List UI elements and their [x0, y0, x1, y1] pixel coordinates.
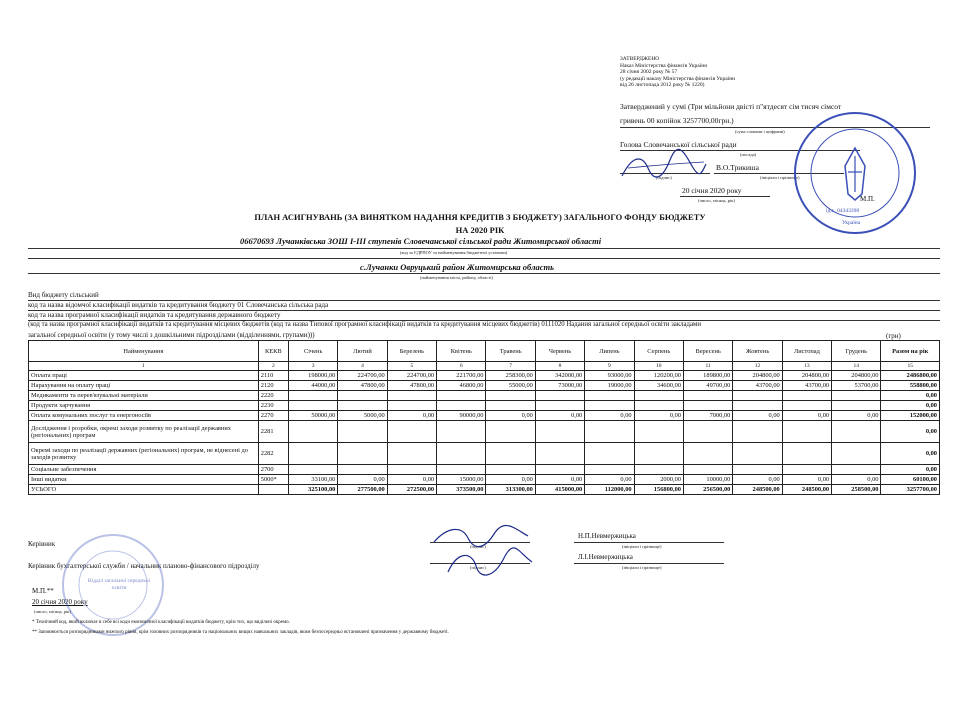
- state-classification: код та назва програмної класифікації видатків та кредитування державного бюджету: [28, 311, 281, 319]
- month-value-cell: 19000,00: [585, 381, 634, 391]
- index-cell: 15: [881, 362, 940, 371]
- table-row: [29, 465, 940, 475]
- column-header: Липень: [585, 341, 634, 362]
- row-name-cell: Оплата праці: [29, 371, 259, 381]
- month-value-cell: 189800,00: [683, 371, 732, 381]
- table-row: [29, 475, 940, 485]
- document-year: НА 2020 РІК: [455, 225, 505, 235]
- initials-hint: (ініціали і прізвище): [760, 175, 800, 180]
- index-cell: 9: [585, 362, 634, 371]
- council-stamp-code: ід.к. 04343398: [826, 208, 860, 214]
- local-classification-2: загальної середньої освіти (у тому числі з дошкільними підрозділами (відділеннями, групами))): [28, 331, 315, 339]
- month-value-cell: 0,00: [535, 411, 584, 421]
- approval-header-line: від 26 листопада 2012 року № 1220): [620, 82, 705, 88]
- month-value-cell: [683, 421, 732, 443]
- row-name-cell: Інші видатки: [29, 475, 259, 485]
- month-value-cell: [782, 391, 831, 401]
- approval-header: [620, 56, 820, 89]
- month-value-cell: 33100,00: [288, 475, 337, 485]
- month-value-cell: [634, 421, 683, 443]
- approval-header-line: (у редакції наказу Міністерства фінансів України: [620, 75, 736, 82]
- column-header: Грудень: [832, 341, 881, 362]
- table-row: [29, 411, 940, 421]
- month-value-cell: [486, 443, 535, 465]
- month-value-cell: [832, 401, 881, 411]
- month-value-cell: 44000,00: [288, 381, 337, 391]
- grand-total-month-cell: 258500,00: [832, 485, 881, 495]
- table-row: [29, 391, 940, 401]
- head-signature: [428, 522, 538, 582]
- head-name: Н.П.Невмержицька: [578, 532, 636, 540]
- month-value-cell: 0,00: [535, 475, 584, 485]
- index-cell: 11: [683, 362, 732, 371]
- approval-position: Голова Словечанської сільської ради: [620, 140, 737, 149]
- month-value-cell: 0,00: [782, 411, 831, 421]
- month-value-cell: [535, 391, 584, 401]
- index-cell: 3: [288, 362, 337, 371]
- month-value-cell: [733, 465, 782, 475]
- row-name-cell: Медикаменти та перев'язувальні матеріали: [29, 391, 259, 401]
- month-value-cell: 0,00: [585, 411, 634, 421]
- head-label: Керівник: [28, 540, 56, 548]
- year-total-cell: 0,00: [881, 391, 940, 401]
- month-value-cell: [437, 421, 486, 443]
- grand-total-month-cell: 156800,00: [634, 485, 683, 495]
- table-row: [29, 401, 940, 411]
- month-value-cell: 0,00: [733, 475, 782, 485]
- grand-total-kekv-cell: [258, 485, 288, 495]
- column-header: Червень: [535, 341, 584, 362]
- month-value-cell: [683, 391, 732, 401]
- grand-total-month-cell: 313300,00: [486, 485, 535, 495]
- month-value-cell: [387, 443, 436, 465]
- month-value-cell: [338, 421, 387, 443]
- month-value-cell: [634, 465, 683, 475]
- approval-header-line: Наказ Міністерства фінансів України: [620, 62, 708, 69]
- kekv-cell: 2120: [258, 381, 288, 391]
- approval-amount-line1: Затверджений у сумі (Три мільйони двісті п"ятдесят сім тисяч сімсот: [620, 102, 842, 111]
- index-cell: 5: [387, 362, 436, 371]
- kekv-cell: 2281: [258, 421, 288, 443]
- month-value-cell: [338, 391, 387, 401]
- month-value-cell: [535, 465, 584, 475]
- grand-total-month-cell: 248500,00: [782, 485, 831, 495]
- month-value-cell: 221700,00: [437, 371, 486, 381]
- grand-total-month-cell: 272500,00: [387, 485, 436, 495]
- month-value-cell: 0,00: [338, 475, 387, 485]
- index-cell: 4: [338, 362, 387, 371]
- month-value-cell: 0,00: [387, 475, 436, 485]
- column-header: Разом на рік: [881, 341, 940, 362]
- month-value-cell: [634, 443, 683, 465]
- month-value-cell: [486, 401, 535, 411]
- index-cell: 2: [258, 362, 288, 371]
- month-value-cell: [733, 401, 782, 411]
- kekv-cell: 2110: [258, 371, 288, 381]
- month-value-cell: 5000,00: [338, 411, 387, 421]
- month-value-cell: [683, 443, 732, 465]
- grand-total-month-cell: 277500,00: [338, 485, 387, 495]
- grand-total-month-cell: 415000,00: [535, 485, 584, 495]
- kekv-cell: 5000*: [258, 475, 288, 485]
- signature-hint: (підпис): [656, 175, 672, 180]
- education-stamp-text: Відділ загальної середньої освіти: [87, 578, 151, 591]
- month-value-cell: [387, 391, 436, 401]
- month-value-cell: [387, 421, 436, 443]
- month-value-cell: [832, 421, 881, 443]
- approval-date: 20 січня 2020 року: [682, 186, 742, 195]
- month-value-cell: [437, 401, 486, 411]
- year-total-cell: 0,00: [881, 443, 940, 465]
- position-hint: (посада): [740, 152, 757, 157]
- row-name-cell: Соціальне забезпечення: [29, 465, 259, 475]
- index-cell: 7: [486, 362, 535, 371]
- local-classification-1: (код та назва програмної класифікації видатків та кредитування місцевих бюджетів (код та назва Типової програмної класифікації видатків та кредитування місцевих бюджетів) 0111020 Надання загальної середньої освіти закладами: [28, 321, 701, 328]
- month-value-cell: 50000,00: [288, 411, 337, 421]
- year-total-cell: 0,00: [881, 401, 940, 411]
- month-value-cell: 53700,00: [832, 381, 881, 391]
- column-header: Найменування: [29, 341, 259, 362]
- approval-signer: В.О.Трикиша: [716, 163, 759, 172]
- month-value-cell: [782, 401, 831, 411]
- table-index-row: [29, 362, 940, 371]
- month-value-cell: 0,00: [585, 475, 634, 485]
- grand-total-row: [29, 485, 940, 495]
- grand-total-month-cell: 248500,00: [733, 485, 782, 495]
- month-value-cell: 258300,00: [486, 371, 535, 381]
- row-name-cell: Продукти харчування: [29, 401, 259, 411]
- table-row: [29, 421, 940, 443]
- month-value-cell: [437, 443, 486, 465]
- month-value-cell: [437, 391, 486, 401]
- budget-type: Вид бюджету сільський: [28, 291, 99, 299]
- location-hint: (найменування міста, району, області): [420, 275, 493, 280]
- row-name-cell: Дослідження і розробки, окремі заходи розвитку по реалізації державних (регіональних) програм: [29, 421, 259, 443]
- month-value-cell: 73000,00: [535, 381, 584, 391]
- month-value-cell: [288, 443, 337, 465]
- year-total-cell: 152000,00: [881, 411, 940, 421]
- month-value-cell: 0,00: [832, 411, 881, 421]
- month-value-cell: 0,00: [634, 411, 683, 421]
- month-value-cell: [585, 443, 634, 465]
- month-value-cell: 0,00: [486, 411, 535, 421]
- year-total-cell: 2486800,00: [881, 371, 940, 381]
- approval-signature: [618, 146, 708, 182]
- month-value-cell: 15000,00: [437, 475, 486, 485]
- month-value-cell: [683, 401, 732, 411]
- month-value-cell: 224700,00: [338, 371, 387, 381]
- column-header: Серпень: [634, 341, 683, 362]
- month-value-cell: 34600,00: [634, 381, 683, 391]
- month-value-cell: [288, 401, 337, 411]
- month-value-cell: 0,00: [486, 475, 535, 485]
- month-value-cell: [585, 391, 634, 401]
- year-total-cell: 0,00: [881, 465, 940, 475]
- grand-total-year-cell: 3257700,00: [881, 485, 940, 495]
- month-value-cell: [832, 443, 881, 465]
- date-hint: (число, місяць, рік): [698, 198, 735, 203]
- kekv-cell: 2270: [258, 411, 288, 421]
- month-value-cell: [832, 465, 881, 475]
- grand-total-month-cell: 325100,00: [288, 485, 337, 495]
- kekv-cell: 2220: [258, 391, 288, 401]
- signatures-date: 20 січня 2020 року: [32, 598, 88, 606]
- grand-total-month-cell: 373500,00: [437, 485, 486, 495]
- accountant-label: Керівник бухгалтерської служби / начальник планово-фінансового підрозділу: [28, 562, 260, 570]
- signatures-date-hint: (число, місяць, рік): [34, 609, 71, 614]
- year-total-cell: 0,00: [881, 421, 940, 443]
- month-value-cell: 224700,00: [387, 371, 436, 381]
- month-value-cell: [634, 391, 683, 401]
- month-value-cell: 0,00: [387, 411, 436, 421]
- year-total-cell: 558800,00: [881, 381, 940, 391]
- kekv-cell: 2700: [258, 465, 288, 475]
- month-value-cell: 47800,00: [387, 381, 436, 391]
- month-value-cell: [832, 391, 881, 401]
- footnote-2: ** Заповнюється розпорядниками нижчого рівня, крім головних розпорядників та національних вищих навчальних закладів, яким безпосередньо встановлені призначення у державному бюджеті.: [32, 630, 449, 635]
- month-value-cell: [782, 421, 831, 443]
- row-name-cell: Окремі заходи по реалізації державних (регіональних) програм, не віднесені до заходів розвитку: [29, 443, 259, 465]
- column-header: Лютий: [338, 341, 387, 362]
- month-value-cell: [535, 443, 584, 465]
- column-header: Вересень: [683, 341, 732, 362]
- document-title: ПЛАН АСИГНУВАНЬ (ЗА ВИНЯТКОМ НАДАННЯ КРЕДИТІВ З БЮДЖЕТУ) ЗАГАЛЬНОГО ФОНДУ БЮДЖЕТУ: [254, 212, 706, 222]
- month-value-cell: [387, 465, 436, 475]
- month-value-cell: [782, 465, 831, 475]
- column-header: Січень: [288, 341, 337, 362]
- location: с.Лучанки Овруцький район Житомирська область: [360, 262, 554, 272]
- month-value-cell: 7000,00: [683, 411, 732, 421]
- column-header: Жовтень: [733, 341, 782, 362]
- month-value-cell: 0,00: [782, 475, 831, 485]
- month-value-cell: [338, 443, 387, 465]
- month-value-cell: 55000,00: [486, 381, 535, 391]
- accountant-name: Л.І.Невмержицька: [578, 553, 633, 561]
- accountant-signature-hint: (підпис): [470, 565, 486, 570]
- row-name-cell: Нарахування на оплату праці: [29, 381, 259, 391]
- grand-total-month-cell: 256500,00: [683, 485, 732, 495]
- footnote-1: * Технічний код, який включає в себе всі коди економічної класифікації видатків бюджету, крім тих, що виділені окремо.: [32, 620, 290, 625]
- month-value-cell: [486, 391, 535, 401]
- month-value-cell: 43700,00: [733, 381, 782, 391]
- month-value-cell: [338, 465, 387, 475]
- year-total-cell: 60100,00: [881, 475, 940, 485]
- month-value-cell: [782, 443, 831, 465]
- month-value-cell: 49700,00: [683, 381, 732, 391]
- month-value-cell: 47800,00: [338, 381, 387, 391]
- table-body: [29, 371, 940, 495]
- approval-header-line: ЗАТВЕРДЖЕНО: [620, 56, 660, 62]
- month-value-cell: [733, 421, 782, 443]
- month-value-cell: [585, 465, 634, 475]
- month-value-cell: 10000,00: [683, 475, 732, 485]
- month-value-cell: 120200,00: [634, 371, 683, 381]
- month-value-cell: 90000,00: [437, 411, 486, 421]
- index-cell: 6: [437, 362, 486, 371]
- table-header-row: [29, 341, 940, 362]
- month-value-cell: [387, 401, 436, 411]
- month-value-cell: 0,00: [832, 475, 881, 485]
- signatures-mp: М.П.**: [32, 587, 54, 595]
- appropriations-table: [28, 340, 940, 495]
- month-value-cell: 46800,00: [437, 381, 486, 391]
- month-value-cell: [733, 391, 782, 401]
- index-cell: 1: [29, 362, 259, 371]
- grand-total-month-cell: 112000,00: [585, 485, 634, 495]
- month-value-cell: 198000,00: [288, 371, 337, 381]
- month-value-cell: 204800,00: [782, 371, 831, 381]
- month-value-cell: [288, 421, 337, 443]
- month-value-cell: 204800,00: [832, 371, 881, 381]
- head-signature-hint: (підпис): [470, 544, 486, 549]
- month-value-cell: 342000,00: [535, 371, 584, 381]
- institution-hint: (код за ЄДРПОУ та найменування бюджетної установи): [400, 250, 508, 255]
- head-initials-hint: (ініціали і прізвище): [622, 544, 662, 549]
- column-header: КЕКВ: [258, 341, 288, 362]
- currency-label: (грн): [886, 332, 901, 340]
- column-header: Травень: [486, 341, 535, 362]
- month-value-cell: [535, 401, 584, 411]
- month-value-cell: [288, 465, 337, 475]
- approval-amount-line2: гривень 00 копійок 3257700,00грн.): [620, 116, 734, 125]
- month-value-cell: [733, 443, 782, 465]
- council-stamp-country: Україна: [842, 220, 861, 226]
- amount-hint: (сума словами і цифрами): [735, 129, 785, 134]
- month-value-cell: [683, 465, 732, 475]
- accountant-initials-hint: (ініціали і прізвище): [622, 565, 662, 570]
- month-value-cell: 43700,00: [782, 381, 831, 391]
- index-cell: 8: [535, 362, 584, 371]
- kekv-cell: 2230: [258, 401, 288, 411]
- department-classification: код та назва відомчої класифікації видатків та кредитування бюджету 01 Словечанська сільська рада: [28, 301, 329, 309]
- month-value-cell: [338, 401, 387, 411]
- column-header: Листопад: [782, 341, 831, 362]
- month-value-cell: [486, 421, 535, 443]
- column-header: Березень: [387, 341, 436, 362]
- approval-mp: М.П.: [860, 195, 875, 203]
- month-value-cell: [634, 401, 683, 411]
- row-name-cell: Оплата комунальних послуг та енергоносіїв: [29, 411, 259, 421]
- month-value-cell: 204800,00: [733, 371, 782, 381]
- table-row: [29, 371, 940, 381]
- month-value-cell: 93000,00: [585, 371, 634, 381]
- month-value-cell: 0,00: [733, 411, 782, 421]
- institution: 06670693 Лучанківська ЗОШ І-ІІІ ступенів Словечанської сільської ради Житомирської області: [240, 236, 602, 246]
- month-value-cell: [535, 421, 584, 443]
- month-value-cell: [437, 465, 486, 475]
- index-cell: 12: [733, 362, 782, 371]
- month-value-cell: [585, 401, 634, 411]
- index-cell: 10: [634, 362, 683, 371]
- month-value-cell: [585, 421, 634, 443]
- table-row: [29, 381, 940, 391]
- table-row: [29, 443, 940, 465]
- index-cell: 14: [832, 362, 881, 371]
- month-value-cell: [288, 391, 337, 401]
- month-value-cell: [486, 465, 535, 475]
- index-cell: 13: [782, 362, 831, 371]
- grand-total-label: УСЬОГО: [29, 485, 259, 495]
- kekv-cell: 2282: [258, 443, 288, 465]
- month-value-cell: 2000,00: [634, 475, 683, 485]
- approval-header-line: 28 січня 2002 року № 57: [620, 69, 678, 75]
- column-header: Квітень: [437, 341, 486, 362]
